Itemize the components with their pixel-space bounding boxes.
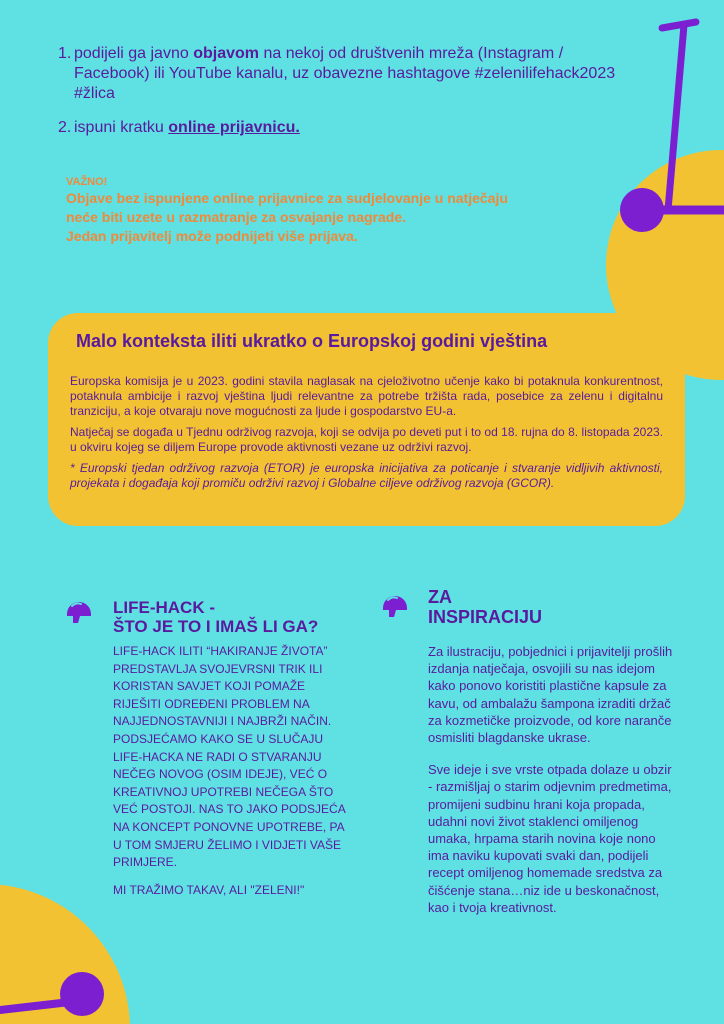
steps-list [58, 44, 618, 152]
step-item [58, 44, 618, 104]
lifehack-text [113, 643, 349, 909]
inspiration-text [428, 643, 673, 931]
context-box [48, 313, 685, 526]
step-number: 1. [58, 45, 72, 62]
important-line: Jedan prijavitelj može podnijeti više prijava. [66, 228, 358, 244]
context-title: Malo konteksta iliti ukratko o Europskoj godini vještina [76, 331, 548, 351]
lifehack-paragraph: LIFE-HACK ILITI “HAKIRANJE ŽIVOTA” PREDSTAVLJA SVOJEVRSNI TRIK ILI KORISTAN SAVJET KOJI POMAŽE RIJEŠITI ODREĐENI PROBLEM NA NAJJEDNOSTAVNIJI I NAJBRŽI NAČIN. PODSJEĆAMO KAKO SE U SLUČAJU LIFE-HACKA NE RADI O STVARANJU NEČEG NOVOG (OSIM IDEJE), VEĆ O KREATIVNOJ UPOTREBI NEČEGA ŠTO VEĆ POSTOJI. NAS TO JAKO PODSJEĆA NA KONCEPT PONOVNE UPOTREBE, PA U TOM SMJERU ŽELIMO I VIDJETI VAŠE PRIMJERE. [113, 644, 346, 870]
inspiration-paragraph: Sve ideje i sve vrste otpada dolaze u obzir - razmišljaj o starim odjevnim predmetima, promijeni sudbinu hrani koja propada, udahni novi život staklenci omiljenog umaka, hrpama starih novina koje nono ima naviku kupovati svaki dan, podijeli recept omiljenog homemade sredstva za čišćenje stana…niz ide u beskonačnost, kao i tvoja kreativnost. [428, 762, 672, 915]
step-text-before: podijeli ga javno [74, 45, 194, 62]
online-application-link[interactable]: online prijavnicu. [168, 119, 300, 136]
step-text [74, 118, 300, 138]
context-note: * Europski tjedan održivog razvoja (ETOR) je europska inicijativa za poticanje i stvaranje vidljivih aktivnosti, projekata i događaja koji promiču održivi razvoj i Globalne ciljeve održivog razvoja (GCOR). [70, 461, 663, 490]
inspiration-title [428, 587, 542, 627]
lifehack-title-line: LIFE-HACK - [113, 598, 215, 617]
lifehack-paragraph: MI TRAŽIMO TAKAV, ALI "ZELENI!" [113, 882, 305, 897]
helmet-icon [380, 590, 410, 620]
scooter-icon [0, 960, 110, 1024]
helmet-icon [64, 596, 94, 626]
inspiration-title-line: INSPIRACIJU [428, 607, 543, 627]
step-item [58, 118, 618, 138]
scooter-icon [612, 10, 724, 235]
step-text [74, 44, 618, 104]
step-text-before: ispuni kratku [74, 119, 169, 136]
important-notice [66, 175, 606, 246]
context-paragraph: Natječaj se događa u Tjednu održivog razvoja, koji se odvija po deveti put i to od 18. rujna do 8. listopada 2023. u okviru kojeg se diljem Europe provode aktivnosti vezane uz održivi razvoj. [70, 425, 663, 454]
step-number: 2. [58, 119, 72, 136]
lifehack-title [113, 598, 318, 636]
inspiration-paragraph: Za ilustraciju, pobjednici i prijavitelji prošlih izdanja natječaja, osvojili su nas idejom kako ponovo koristiti plastične kapsule za kavu, od ambalažu šampona izraditi držač za kozmetičke proizvode, od kore naranče osmisliti blagdanske ukrase. [428, 644, 673, 746]
context-paragraph: Europska komisija je u 2023. godini stavila naglasak na cjeloživotno učenje kako bi potaknula konkurentnost, potaknula ambicije i razvoj vještina ljudi relevantne za potrebe tržišta rada, posebice za zelenu i digitalnu tranziciju, a koje otvaraju nove mogućnosti za ljude i gospodarstvo EU-a. [70, 374, 663, 418]
inspiration-title-line: ZA [428, 587, 452, 607]
important-label: VAŽNO! [66, 176, 108, 188]
lifehack-title-line: ŠTO JE TO I IMAŠ LI GA? [113, 617, 319, 636]
important-line: neće biti uzete u razmatranje za osvajanje nagrade. [66, 209, 407, 225]
step-text-after: na nekoj od društvenih mreža (Instagram / Facebook) ili YouTube kanalu, uz obavezne hashtagove #zelenilifehack2023 #žlica [74, 45, 616, 102]
step-text-bold: objavom [193, 45, 259, 62]
important-line: Objave bez ispunjene online prijavnice za sudjelovanje u natječaju [66, 190, 508, 206]
